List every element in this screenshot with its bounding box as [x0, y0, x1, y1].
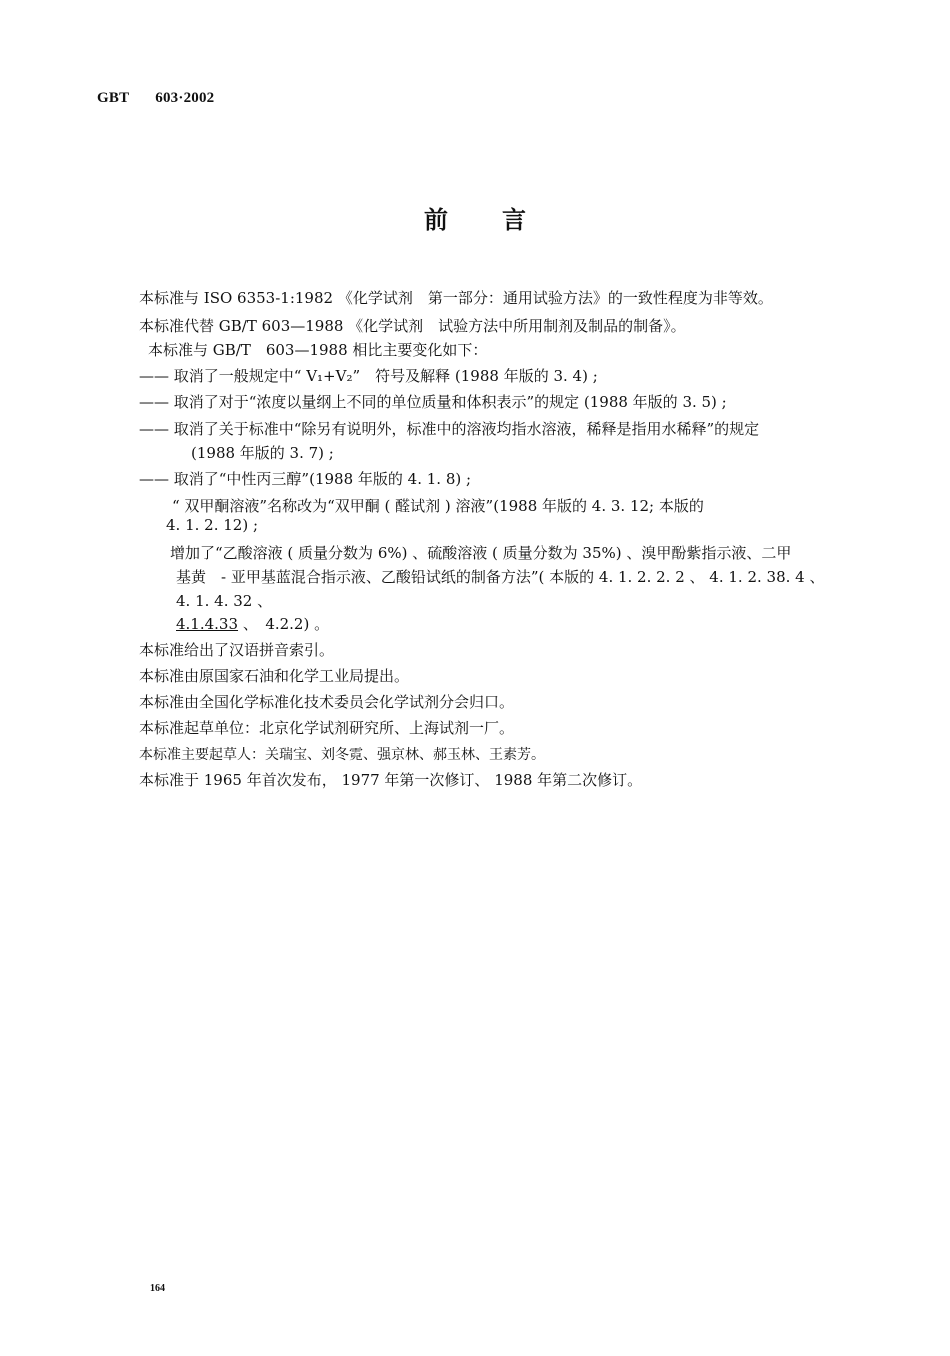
paragraph-equivalence: 本标准与 ISO 6353-1:1982 《化学试剂 第一部分：通用试验方法》的一致性程度为非等效。	[139, 289, 773, 307]
paragraph-changes-intro: 本标准与 GB/T 603—1988 相比主要变化如下：	[148, 341, 488, 359]
change-item-6-line-3: 4. 1. 4. 32 、	[176, 592, 273, 610]
paragraph-index: 本标准给出了汉语拼音索引。	[139, 641, 335, 659]
paragraph-proposed: 本标准由原国家石油和化学工业局提出。	[139, 667, 410, 685]
paragraph-drafting-units: 本标准起草单位：北京化学试剂研究所、上海试剂一厂。	[139, 719, 515, 737]
change-item-6-line-2: 基黄 - 亚甲基蓝混合指示液、乙酸铅试纸的制备方法”( 本版的 4. 1. 2. 2. 2 、 4. 1. 2. 38. 4 、	[176, 568, 825, 586]
paragraph-drafters: 本标准主要起草人：关瑞宝、刘冬霓、强京林、郝玉林、王素芳。	[139, 747, 545, 763]
standard-number: 603·2002	[155, 90, 215, 106]
paragraph-centralized: 本标准由全国化学标准化技术委员会化学试剂分会归口。	[139, 693, 515, 711]
standard-code	[97, 90, 214, 107]
paragraph-replaces: 本标准代替 GB/T 603—1988 《化学试剂 试验方法中所用制剂及制品的制备》。	[139, 317, 686, 335]
change-item-1: —— 取消了一般规定中“ V₁+V₂” 符号及解释 (1988 年版的 3. 4) ;	[139, 367, 598, 385]
change-item-3-continued: (1988 年版的 3. 7) ;	[191, 444, 334, 462]
change-item-5-continued: 4. 1. 2. 12) ;	[166, 516, 258, 534]
standard-prefix: GBT	[97, 90, 130, 106]
change-item-4: —— 取消了“中性丙三醇”(1988 年版的 4. 1. 8) ;	[139, 470, 472, 488]
change-item-5: “ 双甲酮溶液”名称改为“双甲酮 ( 醛试剂 ) 溶液”(1988 年版的 4. 3. 12; 本版的	[172, 497, 704, 515]
page-title: 前言	[424, 205, 580, 234]
page-number: 164	[150, 1283, 165, 1294]
change-item-6: 增加了“乙酸溶液 ( 质量分数为 6%) 、硫酸溶液 ( 质量分数为 35%) 、溴甲酚紫指示液、二甲	[170, 544, 792, 562]
change-item-3: —— 取消了关于标准中“除另有说明外，标准中的溶液均指水溶液，稀释是指用水稀释”的规定	[139, 420, 760, 438]
paragraph-history: 本标准于 1965 年首次发布， 1977 年第一次修订、 1988 年第二次修订。	[139, 771, 643, 789]
change-item-6-line-4: 、 4.2.2) 。	[242, 615, 330, 633]
clause-reference-link[interactable]: 4.1.4.33	[176, 615, 239, 633]
change-item-2: —— 取消了对于“浓度以量纲上不同的单位质量和体积表示”的规定 (1988 年版的 3. 5) ;	[139, 393, 727, 411]
